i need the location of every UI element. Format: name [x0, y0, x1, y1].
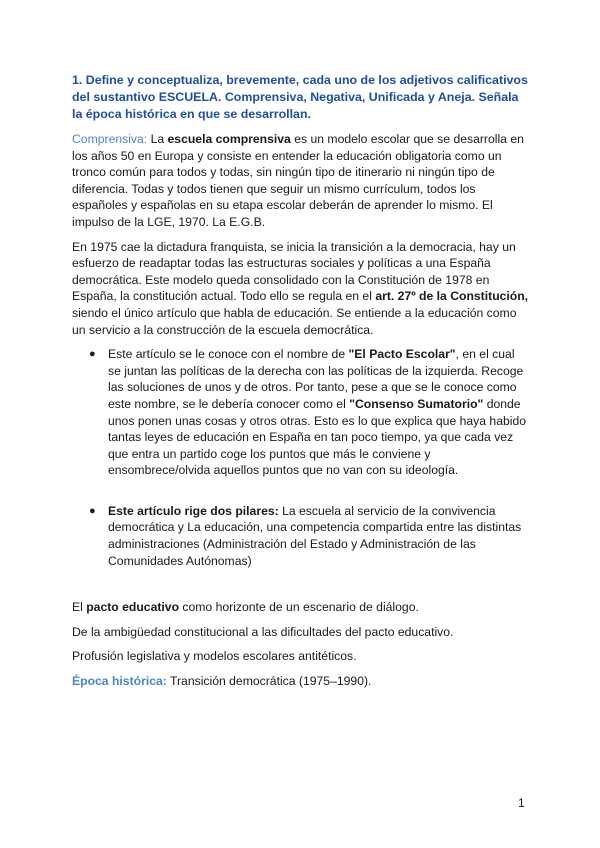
- question-heading: 1. Define y conceptualiza, brevemente, cada uno de los adjetivos calificativos del sustantivo ESCUELA. Comprensiva, Negativa, Unificada y Aneja. Señala la época histórica en que se desarrollan.: [72, 73, 528, 121]
- transicion-text-after: siendo el único artículo que habla de educación. Se entiende a la educación como un servicio a la construcción de la escuela democrática.: [72, 305, 517, 337]
- bullet-dot-icon: ●: [89, 504, 96, 517]
- pacto-term: pacto educativo: [86, 600, 180, 615]
- comprensiva-paragraph: [72, 131, 530, 231]
- bullet2-bold1: Este artículo rige dos pilares:: [108, 503, 279, 518]
- comprensiva-pre: La: [147, 132, 168, 146]
- transicion-article: art. 27º de la Constitución,: [375, 289, 529, 304]
- bullet1-bold1: "El Pacto Escolar": [348, 347, 456, 362]
- bullet-dot-icon: ●: [89, 348, 96, 361]
- bullet-item-pacto-escolar: [72, 346, 530, 479]
- ambiguedad-line: De la ambigüedad constitucional a las dificultades del pacto educativo.: [72, 624, 454, 639]
- comprensiva-text: es un modelo escolar que se desarrolla en los años 50 en Europa y consiste en entender la educación obligatoria como un tronco común para todos y todas, sin ningún tipo de itinerario ni ningún tipo de diferencia. Todas y todos tienen que seguir un mismo currículum, todos los españoles y españolas en su etapa escolar deberán de aprender lo mismo. El impulso de la LGE, 1970. La E.G.B.: [72, 132, 524, 229]
- pacto-pre: El: [72, 600, 87, 615]
- pacto-post: como horizonte de un escenario de diálogo.: [179, 600, 419, 615]
- bullet1-part1: Este artículo se le conoce con el nombre de: [108, 347, 349, 362]
- pacto-line: [72, 599, 530, 616]
- profusion-line: Profusión legislativa y modelos escolares antitéticos.: [72, 649, 357, 664]
- transicion-text-before: En 1975 cae la dictadura franquista, se inicia la transición a la democracia, hay un esfuerzo de readaptar todas las estructuras sociales y políticas a una España democrática. Este modelo queda consolidado con la Constitución de 1978 en España, la constitución actual. Todo ello se regula en el: [72, 239, 516, 304]
- document-page: [72, 72, 530, 698]
- bullet1-part2: , en el cual se juntan las políticas de la derecha con las políticas de la izquierda. Recoge las soluciones de unos y de otros. Por tanto, pese a que se le conoce como este nombre, se le debería conocer como el: [108, 347, 524, 411]
- epoca-label: Época histórica:: [72, 674, 167, 689]
- comprensiva-label: Comprensiva:: [72, 132, 148, 146]
- epoca-text: Transición democrática (1975–1990).: [166, 674, 372, 689]
- comprensiva-term: escuela comprensiva: [167, 132, 291, 146]
- bullet2-part1: La escuela al servicio de la convivencia democrática y La educación, una competencia compartida entre las distintas administraciones (Administración del Estado y Administración de las Comunidades Autónomas): [108, 503, 522, 568]
- bullet1-part3: donde unos ponen unas cosas y otros otras. Esto es lo que explica que haya habido tantas leyes de educación en España en tan poco tiempo, ya que cada vez que entra un partido coge los puntos que más le conviene y ensombrece/olvida aquellos puntos que no van con su ideología.: [108, 396, 527, 478]
- bullet-list: [72, 346, 530, 569]
- transicion-paragraph: [72, 239, 530, 339]
- epoca-line: [72, 673, 530, 690]
- bullet1-bold2: "Consenso Sumatorio": [349, 396, 484, 411]
- bullet-item-dos-pilares: [72, 503, 530, 569]
- page-number: 1: [518, 796, 525, 810]
